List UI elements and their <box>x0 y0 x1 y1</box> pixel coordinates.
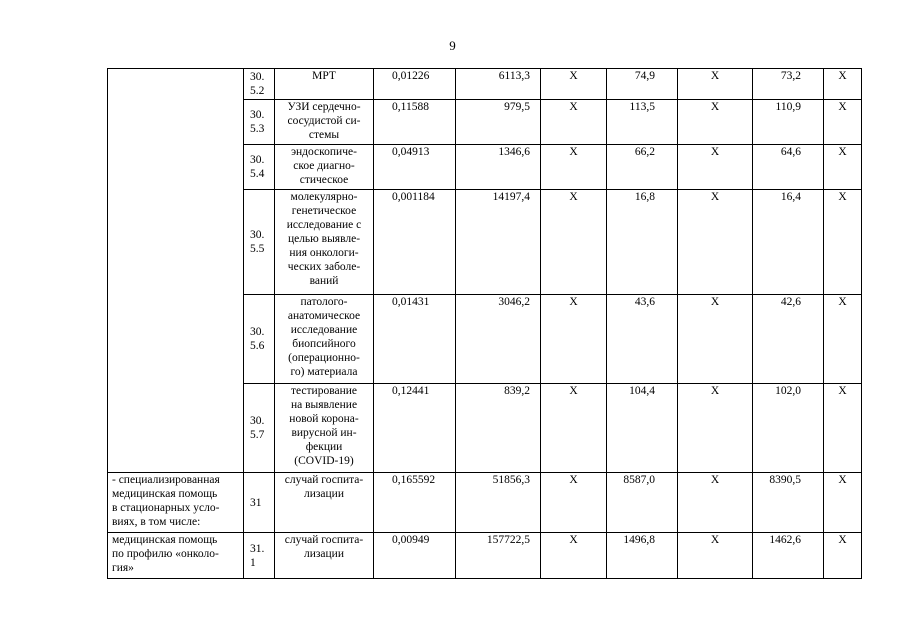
row-cost: 14197,4 <box>456 190 541 295</box>
row-value2: 42,6 <box>753 295 824 384</box>
row-x1: X <box>541 190 607 295</box>
row-value2: 64,6 <box>753 145 824 190</box>
page-number: 9 <box>449 38 456 53</box>
row-x2: X <box>678 69 753 100</box>
row-cost: 839,2 <box>456 384 541 473</box>
row-cost: 3046,2 <box>456 295 541 384</box>
row-unit: случай госпита- лизации <box>275 533 374 579</box>
row-value2: 1462,6 <box>753 533 824 579</box>
row-x3: X <box>824 145 862 190</box>
row-x3: X <box>824 533 862 579</box>
row-code: 30. 5.7 <box>244 384 275 473</box>
row-code: 30. 5.6 <box>244 295 275 384</box>
row-x3: X <box>824 69 862 100</box>
row-x2: X <box>678 295 753 384</box>
row-x2: X <box>678 533 753 579</box>
row-value1: 8587,0 <box>607 473 678 533</box>
row-x1: X <box>541 533 607 579</box>
row-value2: 8390,5 <box>753 473 824 533</box>
row-code: 30. 5.2 <box>244 69 275 100</box>
row-unit: тестирование на выявление новой корона- вирусной ин- фекции (COVID-19) <box>275 384 374 473</box>
row-x2: X <box>678 473 753 533</box>
row-code: 30. 5.4 <box>244 145 275 190</box>
row-cost: 157722,5 <box>456 533 541 579</box>
row-x3: X <box>824 295 862 384</box>
row-x1: X <box>541 384 607 473</box>
row-norm: 0,12441 <box>374 384 456 473</box>
row-x3: X <box>824 384 862 473</box>
row-x1: X <box>541 295 607 384</box>
row-unit: молекулярно- генетическое исследование с целью выявле- ния онкологи- ческих заболе- ваний <box>275 190 374 295</box>
norms-table <box>107 68 862 579</box>
row-unit: эндоскопиче- ское диагно- стическое <box>275 145 374 190</box>
row-value1: 1496,8 <box>607 533 678 579</box>
row-code: 31 <box>244 473 275 533</box>
row-x1: X <box>541 100 607 145</box>
row-code: 30. 5.3 <box>244 100 275 145</box>
table-row <box>108 473 862 533</box>
row-value2: 110,9 <box>753 100 824 145</box>
row-norm: 0,165592 <box>374 473 456 533</box>
row-norm: 0,01226 <box>374 69 456 100</box>
table-row <box>108 533 862 579</box>
row-x3: X <box>824 100 862 145</box>
row-norm: 0,01431 <box>374 295 456 384</box>
row-x2: X <box>678 190 753 295</box>
row-norm: 0,00949 <box>374 533 456 579</box>
row-cost: 1346,6 <box>456 145 541 190</box>
row-value2: 16,4 <box>753 190 824 295</box>
row-code: 31. 1 <box>244 533 275 579</box>
row-cost: 51856,3 <box>456 473 541 533</box>
row-x1: X <box>541 69 607 100</box>
row-value2: 73,2 <box>753 69 824 100</box>
row-x1: X <box>541 473 607 533</box>
row-norm: 0,04913 <box>374 145 456 190</box>
row-x2: X <box>678 100 753 145</box>
row-value1: 66,2 <box>607 145 678 190</box>
row-cost: 6113,3 <box>456 69 541 100</box>
row-value1: 74,9 <box>607 69 678 100</box>
row-value1: 16,8 <box>607 190 678 295</box>
row-unit: УЗИ сердечно- сосудистой си- стемы <box>275 100 374 145</box>
row-code: 30. 5.5 <box>244 190 275 295</box>
row-value1: 104,4 <box>607 384 678 473</box>
row-value2: 102,0 <box>753 384 824 473</box>
row-unit: патолого- анатомическое исследование биопсийного (операционно- го) материала <box>275 295 374 384</box>
row-cost: 979,5 <box>456 100 541 145</box>
row-x3: X <box>824 473 862 533</box>
row-description: - специализированная медицинская помощь в стационарных усло- виях, в том числе: <box>108 473 244 533</box>
row-x2: X <box>678 145 753 190</box>
row-description: медицинская помощь по профилю «онколо- гия» <box>108 533 244 579</box>
row-x1: X <box>541 145 607 190</box>
row-unit: случай госпита- лизации <box>275 473 374 533</box>
row-unit: МРТ <box>275 69 374 100</box>
row-norm: 0,001184 <box>374 190 456 295</box>
row-x3: X <box>824 190 862 295</box>
row-value1: 113,5 <box>607 100 678 145</box>
row-x2: X <box>678 384 753 473</box>
row-value1: 43,6 <box>607 295 678 384</box>
row-norm: 0,11588 <box>374 100 456 145</box>
table-row <box>108 69 862 100</box>
row-description-merged <box>108 69 244 473</box>
